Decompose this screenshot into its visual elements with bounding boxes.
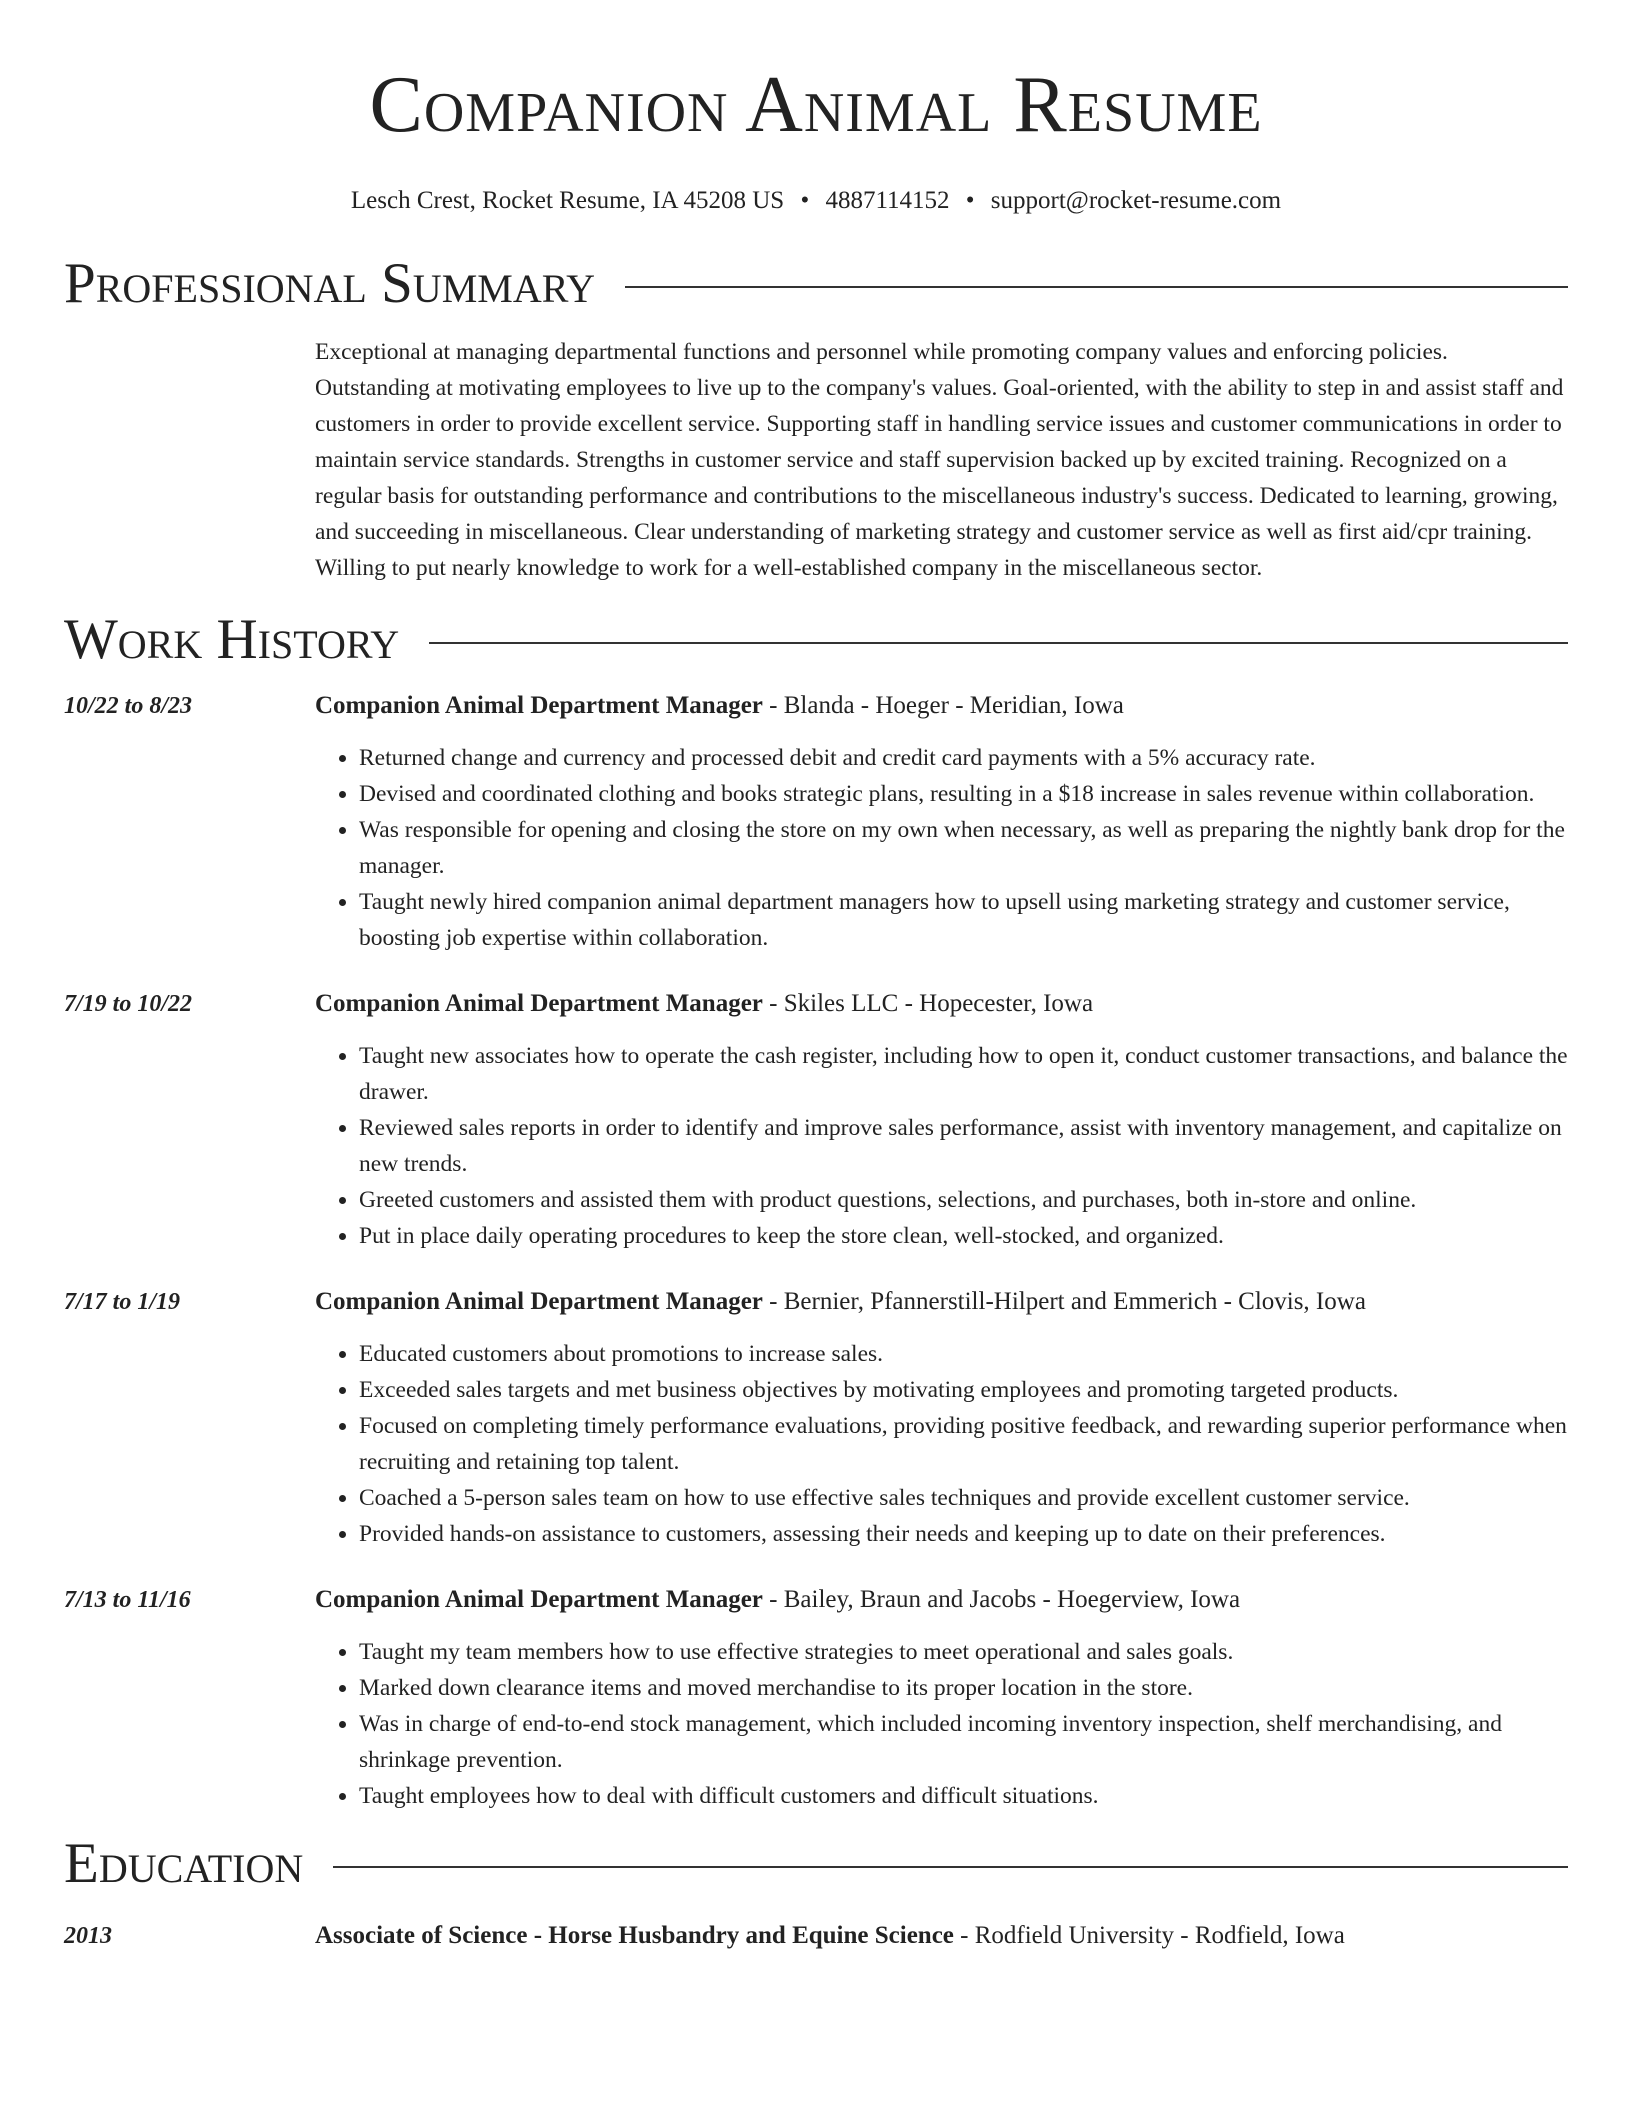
section-title-summary: Professional Summary	[64, 252, 596, 315]
job-employer: - Bernier, Pfannerstill-Hilpert and Emmerich - Clovis, Iowa	[762, 1288, 1366, 1315]
job-heading	[315, 1584, 1568, 1616]
section-divider	[625, 286, 1568, 288]
list-item: • Put in place daily operating procedures to keep the store clean, well-stocked, and organized.	[359, 1218, 1568, 1254]
contact-email: support@rocket-resume.com	[990, 187, 1282, 214]
job-heading	[315, 988, 1568, 1020]
education-year: 2013	[64, 1923, 112, 1949]
job-entry	[64, 1286, 1568, 1552]
list-item: • Focused on completing timely performance evaluations, providing positive feedback, and rewarding superior performance when recruiting and retaining top talent.	[359, 1408, 1568, 1480]
job-entry	[64, 988, 1568, 1254]
contact-line	[64, 186, 1568, 216]
section-title-education: Education	[64, 1832, 304, 1895]
list-item: • Marked down clearance items and moved merchandise to its proper location in the store.	[359, 1670, 1568, 1706]
job-dates: 7/13 to 11/16	[64, 1587, 191, 1613]
list-item: • Provided hands-on assistance to customers, assessing their needs and keeping up to date on their preferences.	[359, 1516, 1568, 1552]
job-bullets	[315, 1038, 1568, 1254]
section-divider	[429, 642, 1568, 644]
list-item: • Taught newly hired companion animal department managers how to upsell using marketing strategy and customer service, boosting job expertise within collaboration.	[359, 884, 1568, 956]
section-title-work: Work History	[64, 608, 400, 671]
work-section-header	[64, 608, 1568, 672]
job-bullets	[315, 1336, 1568, 1552]
education-section-header	[64, 1832, 1568, 1896]
job-role: Companion Animal Department Manager	[315, 990, 763, 1017]
list-item: • Returned change and currency and processed debit and credit card payments with a 5% accuracy rate.	[359, 740, 1568, 776]
list-item: • Coached a 5-person sales team on how to use effective sales techniques and provide excellent customer service.	[359, 1480, 1568, 1516]
list-item: • Was responsible for opening and closing the store on my own when necessary, as well as preparing the nightly bank drop for the manager.	[359, 812, 1568, 884]
job-role: Companion Animal Department Manager	[315, 1586, 763, 1613]
resume-title: Companion Animal Resume	[369, 61, 1263, 149]
job-body	[315, 988, 1568, 1254]
job-dates: 10/22 to 8/23	[64, 693, 193, 719]
job-dates: 7/17 to 1/19	[64, 1289, 181, 1315]
contact-phone: 4887114152	[825, 187, 950, 214]
list-item: • Was in charge of end-to-end stock management, which included incoming inventory inspection, shelf merchandising, and shrinkage prevention.	[359, 1706, 1568, 1778]
list-item: • Reviewed sales reports in order to identify and improve sales performance, assist with inventory management, and capitalize on new trends.	[359, 1110, 1568, 1182]
job-bullets	[315, 740, 1568, 956]
contact-separator: •	[800, 187, 810, 214]
education-body	[315, 1920, 1568, 1952]
job-employer: - Skiles LLC - Hopecester, Iowa	[762, 990, 1094, 1017]
list-item: • Taught new associates how to operate the cash register, including how to open it, conduct customer transactions, and balance the drawer.	[359, 1038, 1568, 1110]
list-item: • Educated customers about promotions to increase sales.	[359, 1336, 1568, 1372]
job-entry	[64, 1584, 1568, 1814]
education-degree: Associate of Science - Horse Husbandry and Equine Science	[315, 1922, 954, 1949]
job-dates: 7/19 to 10/22	[64, 991, 193, 1017]
job-employer: - Bailey, Braun and Jacobs - Hoegerview, Iowa	[762, 1586, 1241, 1613]
job-role: Companion Animal Department Manager	[315, 1288, 763, 1315]
summary-text: Exceptional at managing departmental functions and personnel while promoting company values and enforcing policies. Outstanding at motivating employees to live up to the company's values. Goal-oriented, with the ability to step in and assist staff and customers in order to provide excellent service. Supporting staff in handling service issues and customer communications in order to maintain service standards. Strengths in customer service and staff supervision backed up by excited training. Recognized on a regular basis for outstanding performance and contributions to the miscellaneous industry's success. Dedicated to learning, growing, and succeeding in miscellaneous. Clear understanding of marketing strategy and customer service as well as first aid/cpr training. Willing to put nearly knowledge to work for a well-established company in the miscellaneous sector.	[315, 339, 1564, 581]
job-body	[315, 1584, 1568, 1814]
job-bullets	[315, 1634, 1568, 1814]
list-item: • Devised and coordinated clothing and books strategic plans, resulting in a $18 increase in sales revenue within collaboration.	[359, 776, 1568, 812]
list-item: • Taught my team members how to use effective strategies to meet operational and sales goals.	[359, 1634, 1568, 1670]
list-item: • Taught employees how to deal with difficult customers and difficult situations.	[359, 1778, 1568, 1814]
list-item: • Exceeded sales targets and met business objectives by motivating employees and promoting targeted products.	[359, 1372, 1568, 1408]
contact-address: Lesch Crest, Rocket Resume, IA 45208 US	[350, 187, 785, 214]
job-entry	[64, 690, 1568, 956]
job-role: Companion Animal Department Manager	[315, 692, 763, 719]
summary-section-header	[64, 252, 1568, 316]
job-heading	[315, 1286, 1568, 1318]
list-item: • Greeted customers and assisted them with product questions, selections, and purchases, both in-store and online.	[359, 1182, 1568, 1218]
education-entry	[64, 1920, 1568, 1952]
contact-separator: •	[965, 187, 975, 214]
job-body	[315, 1286, 1568, 1552]
job-employer: - Blanda - Hoeger - Meridian, Iowa	[762, 692, 1124, 719]
job-heading	[315, 690, 1568, 722]
education-school: - Rodfield University - Rodfield, Iowa	[953, 1922, 1345, 1949]
section-divider	[333, 1866, 1568, 1868]
job-body	[315, 690, 1568, 956]
